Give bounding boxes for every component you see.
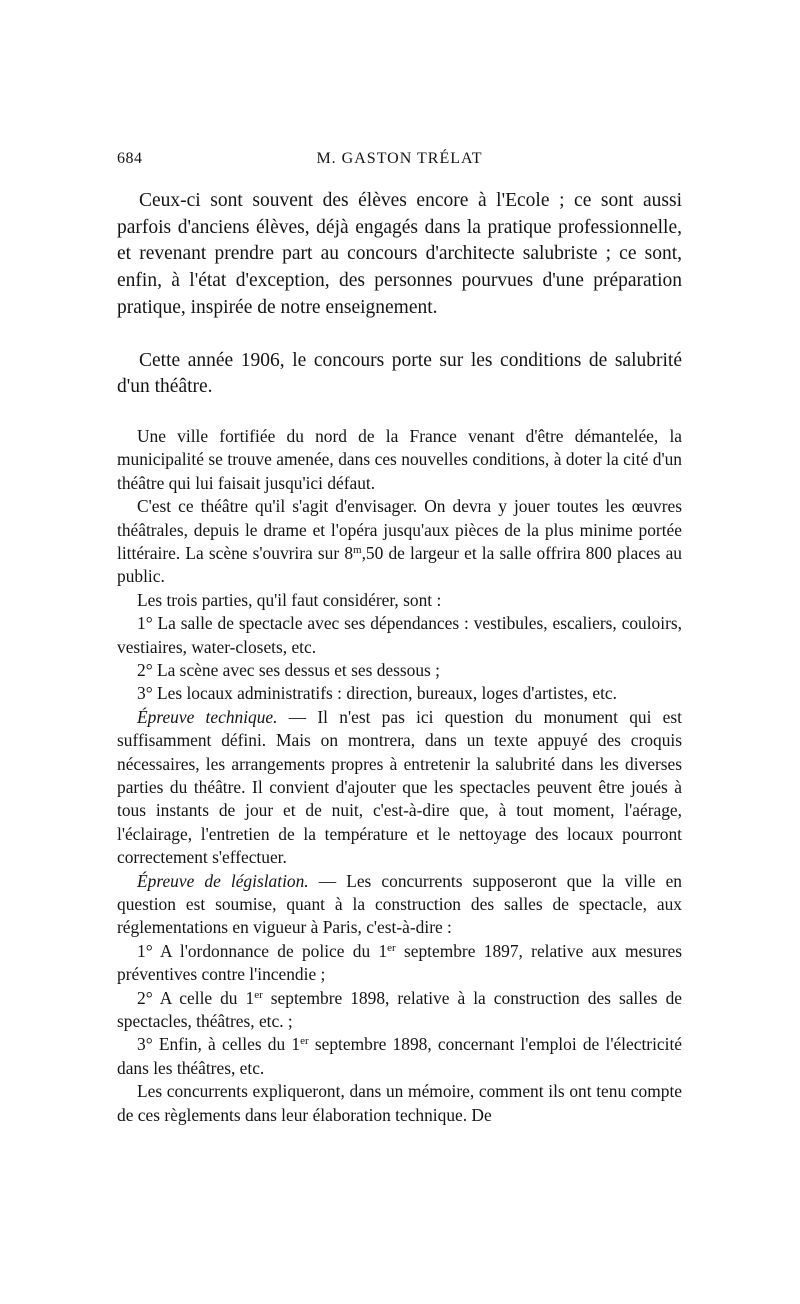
list-item-ordinance-1897: 1° A l'ordonnance de police du 1er septembre 1897, relative aux mesures préventives contre l'incendie ; (117, 940, 682, 985)
closing-paragraph: Les concurrents expliqueront, dans un mémoire, comment ils ont tenu compte de ces règlements dans leur élaboration technique. De (117, 1081, 682, 1125)
list-item-ordinance-1898: 2° A celle du 1er septembre 1898, relative à la construction des salles de spectacles, théâtres, etc. ; (117, 987, 682, 1032)
competition-program (117, 425, 682, 1127)
program-paragraph-theatre: C'est ce théâtre qu'il s'agit d'envisager. On devra y jouer toutes les œuvres théâtrales, depuis le drame et l'opéra jusqu'aux pièces de la plus minime portée littéraire. La scène s'ouvrira sur 8$^m$,50 de largeur et la salle offrira 800 places au public. (117, 496, 682, 587)
book-page (117, 150, 682, 1127)
paragraph-competition-1906: Cette année 1906, le concours porte sur les conditions de salubrité d'un théâtre. (117, 349, 682, 398)
technical-test-title: Épreuve technique. (137, 706, 278, 727)
legislation-test-paragraph: Épreuve de législation. — Les concurrents supposeront que la ville en question est soumise, quant à la construction des salles de spectacle, aux réglementations en vigueur à Paris, c'est-à-dire : (117, 870, 682, 938)
program-paragraph-city: Une ville fortifiée du nord de la France venant d'être démantelée, la municipalité se trouve amenée, dans ces nouvelles conditions, à doter la cité d'un théâtre qui lui faisait jusqu'ici défaut. (117, 425, 682, 493)
program-paragraph-parts: Les trois parties, qu'il faut considérer, sont : (137, 589, 442, 610)
running-head (117, 150, 682, 174)
list-item-administration: 3° Les locaux administratifs : direction, bureaux, loges d'artistes, etc. (137, 683, 617, 704)
list-item-electricity-1898: 3° Enfin, à celles du 1er septembre 1898, concernant l'emploi de l'électricité dans les théâtres, etc. (117, 1034, 683, 1078)
paragraph-students: Ceux-ci sont souvent des élèves encore à l'Ecole ; ce sont aussi parfois d'anciens élèves, déjà engagés dans la pratique professionnelle, et revenant prendre part au concours d'architecte salubriste ; ce sont, enfin, à l'état d'exception, des personnes pourvues d'une préparation pratique, inspirée de notre enseignement. (117, 190, 682, 318)
page-number: 684 (117, 150, 143, 167)
legislation-test-title: Épreuve de législation. (137, 870, 309, 891)
technical-test-paragraph: Épreuve technique. — Il n'est pas ici question du monument qui est suffisamment défini. Mais on montrera, dans un texte appuyé des croquis nécessaires, les arrangements propres à entretenir la salubrité dans les diverses parties du théâtre. Il convient d'ajouter que les spectacles peuvent être joués à tous instants de jour et de nuit, c'est-à-dire que, à tout moment, l'aérage, l'éclairage, l'entretien de la température et le nettoyage des locaux pourront correctement s'effectuer. (117, 706, 682, 868)
list-item-stage: 2° La scène avec ses dessus et ses dessous ; (137, 659, 441, 680)
list-item-hall: 1° La salle de spectacle avec ses dépendances : vestibules, escaliers, couloirs, vestiaires, water-closets, etc. (117, 613, 682, 657)
running-title: M. GASTON TRÉLAT (316, 150, 483, 167)
